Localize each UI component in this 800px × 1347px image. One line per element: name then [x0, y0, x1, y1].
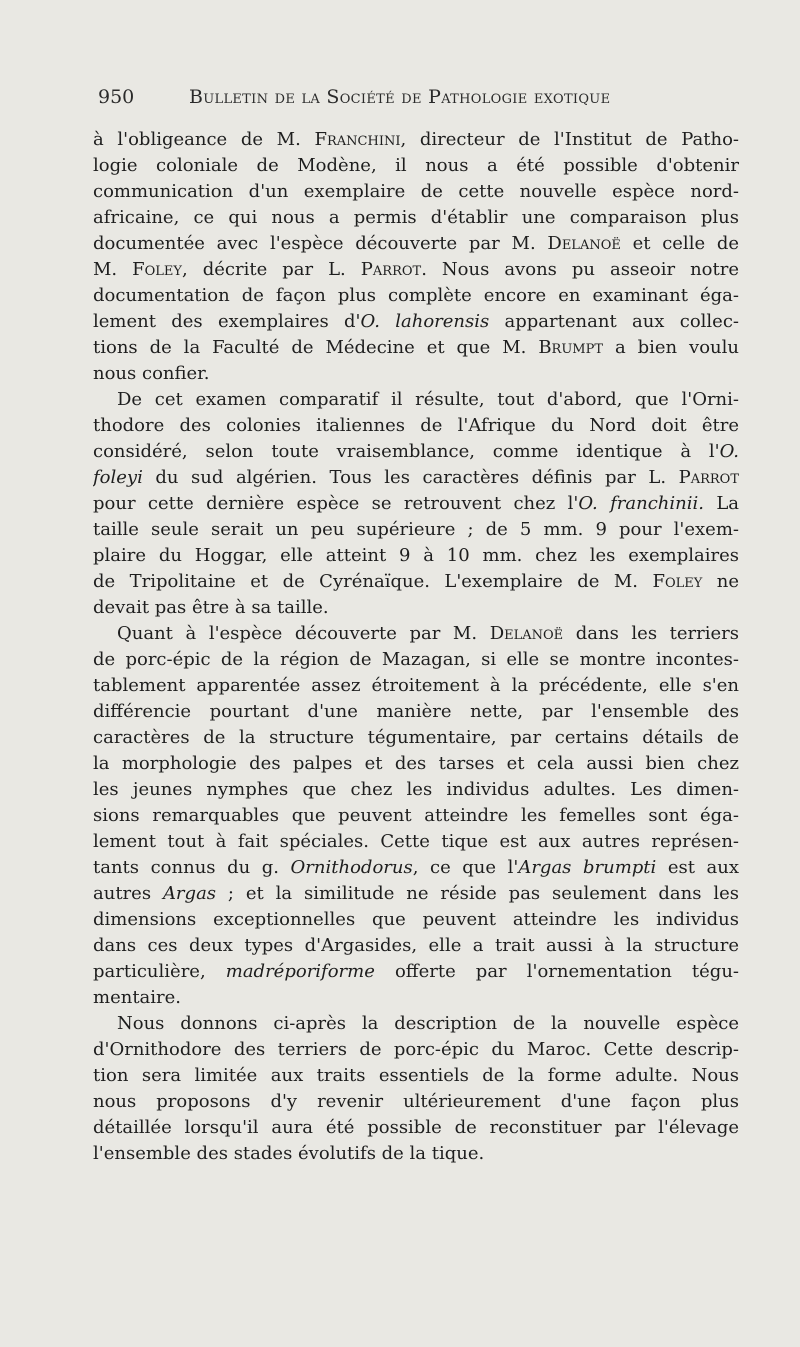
text-run: offerte par l'ornementation tégu- [374, 961, 739, 982]
text-run: lement tout à fait spéciales. Cette tique est aux autres représen- [93, 831, 739, 852]
text-run: et celle de [620, 233, 739, 254]
text-line [93, 257, 739, 283]
text-run: nous proposons d'y revenir ultérieurement d'une façon plus [93, 1091, 739, 1112]
italic-term: madréporiforme [225, 961, 375, 982]
text-line [93, 933, 739, 959]
text-run: caractères de la structure tégumentaire, par certains détails de [93, 727, 739, 748]
text-line [93, 127, 739, 153]
text-run: tions de la Faculté de Médecine et que M. [93, 337, 539, 358]
italic-term: O. [719, 441, 739, 462]
text-line [93, 725, 739, 751]
text-run: à l'obligeance de M. [93, 129, 315, 150]
text-run: . Nous avons pu asseoir notre [421, 259, 739, 280]
text-line [93, 361, 739, 387]
text-run: De cet examen comparatif il résulte, tout d'abord, que l'Orni- [117, 389, 739, 410]
text-run: , décrite par L. [182, 259, 361, 280]
text-run: tants connus du g. [93, 857, 291, 878]
text-line [93, 647, 739, 673]
text-line [93, 543, 739, 569]
text-line [93, 1141, 739, 1167]
text-run: ne [702, 571, 739, 592]
text-line [93, 1011, 739, 1037]
italic-term: Argas [162, 883, 217, 904]
text-line [93, 309, 739, 335]
text-line [93, 491, 739, 517]
text-run: dimensions exceptionnelles que peuvent atteindre les individus [93, 909, 739, 930]
text-run: Nous donnons ci-après la description de la nouvelle espèce [117, 1013, 739, 1034]
text-run: thodore des colonies italiennes de l'Afrique du Nord doit être [93, 415, 739, 436]
text-run: plaire du Hoggar, elle atteint 9 à 10 mm. chez les exemplaires [93, 545, 739, 566]
author-name: Parrot [360, 259, 422, 280]
italic-term: O. lahorensis [360, 311, 490, 332]
text-run: documentation de façon plus complète encore en examinant éga- [93, 285, 739, 306]
text-line [93, 1089, 739, 1115]
text-run: pour cette dernière espèce se retrouvent chez l' [93, 493, 579, 514]
text-run: nous confier. [93, 363, 210, 384]
text-line [93, 283, 739, 309]
text-line [93, 803, 739, 829]
text-line [93, 1037, 739, 1063]
text-line [93, 413, 739, 439]
author-name: Delanoë [489, 623, 564, 644]
text-run: tion sera limitée aux traits essentiels de la forme adulte. Nous [93, 1065, 739, 1086]
text-run: devait pas être à sa taille. [93, 597, 329, 618]
text-run: ; et la similitude ne réside pas seulement dans les [216, 883, 739, 904]
text-run: les jeunes nymphes que chez les individus adultes. Les dimen- [93, 779, 739, 800]
text-line [93, 439, 739, 465]
text-line [93, 751, 739, 777]
text-line [93, 1063, 739, 1089]
text-run: Quant à l'espèce découverte par M. [117, 623, 490, 644]
text-run: de porc-épic de la région de Mazagan, si elle se montre incontes- [93, 649, 739, 670]
page-number: 950 [98, 86, 135, 108]
text-line [93, 569, 739, 595]
author-name: Foley [132, 259, 183, 280]
text-run: de Tripolitaine et de Cyrénaïque. L'exemplaire de M. [93, 571, 653, 592]
italic-term: foleyi [93, 467, 143, 488]
text-line [93, 335, 739, 361]
page-header [98, 86, 640, 112]
text-line [93, 465, 739, 491]
text-run: sions remarquables que peuvent atteindre les femelles sont éga- [93, 805, 739, 826]
text-run: mentaire. [93, 987, 182, 1008]
text-run: lement des exemplaires d' [93, 311, 361, 332]
text-run: l'ensemble des stades évolutifs de la tique. [93, 1143, 485, 1164]
text-run: détaillée lorsqu'il aura été possible de reconstituer par l'élevage [93, 1117, 739, 1138]
text-line [93, 387, 739, 413]
author-name: Parrot [678, 467, 739, 488]
italic-term: Argas brumpti [518, 857, 657, 878]
text-line [93, 231, 739, 257]
italic-term: Ornithodorus [290, 857, 413, 878]
author-name: Brumpt [538, 337, 604, 358]
text-line [93, 829, 739, 855]
text-run: la morphologie des palpes et des tarses et cela aussi bien chez [93, 753, 739, 774]
text-run: particulière, [93, 961, 226, 982]
text-line [93, 855, 739, 881]
text-run: autres [93, 883, 163, 904]
text-line [93, 1115, 739, 1141]
text-run: La [703, 493, 739, 514]
text-line [93, 699, 739, 725]
text-line [93, 673, 739, 699]
running-title: Bulletin de la Société de Pathologie exotique [189, 86, 611, 108]
author-name: Delanoë [547, 233, 621, 254]
text-line [93, 205, 739, 231]
text-run: logie coloniale de Modène, il nous a été possible d'obtenir [93, 155, 739, 176]
text-line [93, 153, 739, 179]
text-run: a bien voulu [603, 337, 739, 358]
text-line [93, 621, 739, 647]
text-line [93, 179, 739, 205]
text-line [93, 907, 739, 933]
text-run: communication d'un exemplaire de cette nouvelle espèce nord- [93, 181, 739, 202]
italic-term: O. franchinii. [578, 493, 704, 514]
text-run: M. [93, 259, 133, 280]
text-run: dans les terriers [563, 623, 739, 644]
text-run: dans ces deux types d'Argasides, elle a trait aussi à la structure [93, 935, 739, 956]
text-line [93, 517, 739, 543]
text-run: , ce que l' [412, 857, 519, 878]
text-run: appartenant aux collec- [489, 311, 739, 332]
text-line [93, 881, 739, 907]
author-name: Foley [652, 571, 703, 592]
text-line [93, 777, 739, 803]
text-line [93, 595, 739, 621]
text-run: documentée avec l'espèce découverte par M. [93, 233, 548, 254]
text-run: du sud algérien. Tous les caractères définis par L. [142, 467, 679, 488]
text-line [93, 959, 739, 985]
text-run: taille seule serait un peu supérieure ; de 5 mm. 9 pour l'exem- [93, 519, 739, 540]
text-run: considéré, selon toute vraisemblance, comme identique à l' [93, 441, 720, 462]
text-run: différencie pourtant d'une manière nette, par l'ensemble des [93, 701, 739, 722]
text-run: est aux [656, 857, 739, 878]
text-line [93, 985, 739, 1011]
text-run: , directeur de l'Institut de Patho- [400, 129, 739, 150]
text-run: africaine, ce qui nous a permis d'établir une comparaison plus [93, 207, 739, 228]
text-run: d'Ornithodore des terriers de porc-épic du Maroc. Cette descrip- [93, 1039, 739, 1060]
text-run: tablement apparentée assez étroitement à la précédente, elle s'en [93, 675, 739, 696]
author-name: Franchini [314, 129, 401, 150]
